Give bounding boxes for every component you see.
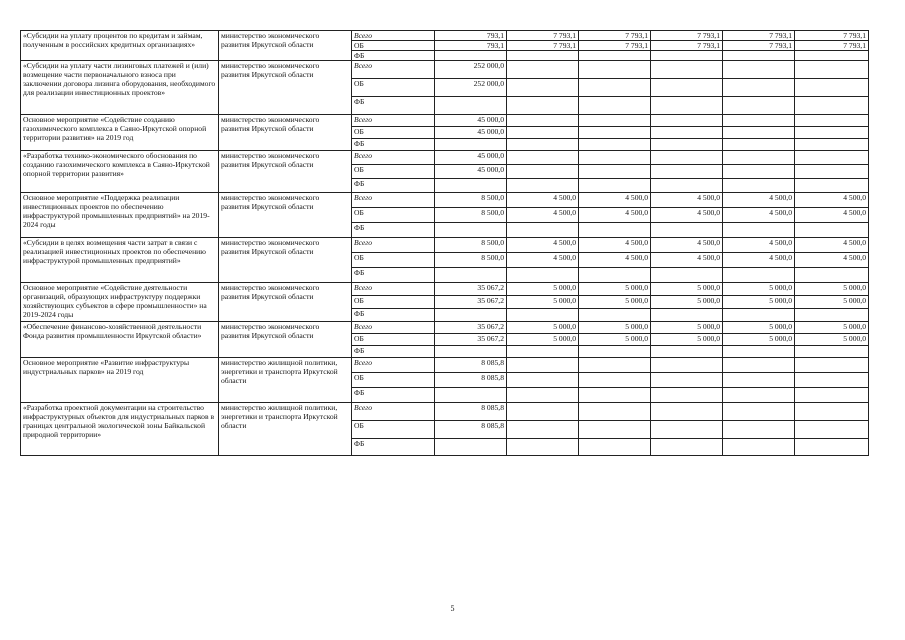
amount-cell bbox=[507, 151, 579, 165]
amount-cell bbox=[795, 268, 869, 283]
amount-cell: 45 000,0 bbox=[435, 115, 507, 127]
activity-name: «Субсидии в целях возмещения части затрат в связи с реализацией инвестиционных проектов по обеспечению инфраструктурой промышленных предприятий» bbox=[21, 238, 219, 283]
funding-source-label: ОБ bbox=[352, 165, 435, 179]
amount-cell: 4 500,0 bbox=[723, 208, 795, 223]
amount-cell bbox=[435, 223, 507, 238]
amount-cell bbox=[435, 179, 507, 193]
funding-source-label: Всего bbox=[352, 61, 435, 79]
amount-cell: 4 500,0 bbox=[579, 208, 651, 223]
amount-cell bbox=[579, 388, 651, 403]
table-row bbox=[21, 283, 869, 296]
amount-cell bbox=[507, 165, 579, 179]
table-row bbox=[21, 322, 869, 334]
amount-cell: 45 000,0 bbox=[435, 165, 507, 179]
amount-cell: 35 067,2 bbox=[435, 296, 507, 309]
amount-cell: 4 500,0 bbox=[579, 193, 651, 208]
funding-source-label: ФБ bbox=[352, 139, 435, 151]
amount-cell: 4 500,0 bbox=[651, 193, 723, 208]
funding-source-label: ФБ bbox=[352, 309, 435, 322]
funding-source-label: ФБ bbox=[352, 439, 435, 456]
funding-source-label: ФБ bbox=[352, 97, 435, 115]
amount-cell: 8 085,8 bbox=[435, 421, 507, 439]
amount-cell: 5 000,0 bbox=[507, 283, 579, 296]
executor-name: министерство жилищной политики, энергетики и транспорта Иркутской области bbox=[219, 358, 352, 403]
amount-cell bbox=[435, 309, 507, 322]
amount-cell bbox=[579, 403, 651, 421]
funding-source-label: ОБ bbox=[352, 127, 435, 139]
amount-cell: 4 500,0 bbox=[795, 208, 869, 223]
amount-cell: 5 000,0 bbox=[579, 296, 651, 309]
amount-cell: 8 085,8 bbox=[435, 373, 507, 388]
amount-cell bbox=[579, 139, 651, 151]
amount-cell bbox=[507, 179, 579, 193]
funding-source-label: ФБ bbox=[352, 51, 435, 61]
amount-cell bbox=[723, 439, 795, 456]
funding-source-label: ОБ bbox=[352, 296, 435, 309]
amount-cell bbox=[579, 439, 651, 456]
amount-cell bbox=[507, 127, 579, 139]
amount-cell bbox=[795, 61, 869, 79]
amount-cell bbox=[651, 373, 723, 388]
amount-cell: 5 000,0 bbox=[795, 296, 869, 309]
activity-name: Основное мероприятие «Содействие созданию газохимического комплекса в Саяно-Иркутской опорной территории развития» на 2019 год bbox=[21, 115, 219, 151]
amount-cell: 8 500,0 bbox=[435, 253, 507, 268]
amount-cell bbox=[795, 346, 869, 358]
amount-cell: 4 500,0 bbox=[507, 193, 579, 208]
amount-cell: 4 500,0 bbox=[579, 253, 651, 268]
amount-cell: 7 793,1 bbox=[507, 31, 579, 41]
amount-cell: 4 500,0 bbox=[723, 193, 795, 208]
amount-cell bbox=[507, 373, 579, 388]
amount-cell: 252 000,0 bbox=[435, 61, 507, 79]
page-number: 5 bbox=[450, 604, 455, 613]
amount-cell bbox=[795, 127, 869, 139]
amount-cell bbox=[579, 79, 651, 97]
amount-cell bbox=[651, 421, 723, 439]
amount-cell: 793,1 bbox=[435, 31, 507, 41]
table-row bbox=[21, 61, 869, 79]
amount-cell bbox=[507, 268, 579, 283]
amount-cell bbox=[579, 97, 651, 115]
funding-source-label: ОБ bbox=[352, 334, 435, 346]
executor-name: министерство экономического развития Иркутской области bbox=[219, 238, 352, 283]
amount-cell: 4 500,0 bbox=[507, 253, 579, 268]
amount-cell: 5 000,0 bbox=[579, 334, 651, 346]
amount-cell bbox=[795, 223, 869, 238]
amount-cell bbox=[507, 61, 579, 79]
amount-cell: 4 500,0 bbox=[651, 208, 723, 223]
amount-cell: 793,1 bbox=[435, 41, 507, 51]
amount-cell: 5 000,0 bbox=[579, 283, 651, 296]
amount-cell: 7 793,1 bbox=[651, 41, 723, 51]
amount-cell bbox=[507, 223, 579, 238]
amount-cell bbox=[507, 115, 579, 127]
amount-cell bbox=[723, 403, 795, 421]
amount-cell bbox=[723, 373, 795, 388]
executor-name: министерство экономического развития Иркутской области bbox=[219, 61, 352, 115]
funding-source-label: Всего bbox=[352, 238, 435, 253]
table-row bbox=[21, 193, 869, 208]
table-row bbox=[21, 358, 869, 373]
funding-source-label: Всего bbox=[352, 403, 435, 421]
activity-name: Основное мероприятие «Развитие инфраструктуры индустриальных парков» на 2019 год bbox=[21, 358, 219, 403]
amount-cell bbox=[723, 346, 795, 358]
funding-source-label: Всего bbox=[352, 31, 435, 41]
amount-cell bbox=[435, 268, 507, 283]
funding-source-label: Всего bbox=[352, 358, 435, 373]
amount-cell: 5 000,0 bbox=[723, 334, 795, 346]
executor-name: министерство жилищной политики, энергетики и транспорта Иркутской области bbox=[219, 403, 352, 456]
amount-cell: 4 500,0 bbox=[507, 208, 579, 223]
amount-cell: 5 000,0 bbox=[723, 283, 795, 296]
amount-cell bbox=[723, 421, 795, 439]
amount-cell bbox=[651, 268, 723, 283]
amount-cell bbox=[651, 346, 723, 358]
amount-cell bbox=[651, 79, 723, 97]
amount-cell: 8 500,0 bbox=[435, 208, 507, 223]
amount-cell: 4 500,0 bbox=[795, 253, 869, 268]
amount-cell bbox=[795, 309, 869, 322]
table-row bbox=[21, 115, 869, 127]
amount-cell bbox=[651, 139, 723, 151]
amount-cell bbox=[579, 358, 651, 373]
amount-cell bbox=[795, 115, 869, 127]
amount-cell bbox=[651, 61, 723, 79]
activity-name: Основное мероприятие «Поддержка реализации инвестиционных проектов по обеспечению инфраструктурой промышленных предприятий» на 2019-2024 годы bbox=[21, 193, 219, 238]
funding-source-label: ОБ bbox=[352, 79, 435, 97]
amount-cell: 5 000,0 bbox=[651, 334, 723, 346]
activity-name: «Субсидии на уплату процентов по кредитам и займам, полученным в российских кредитных организациях» bbox=[21, 31, 219, 61]
amount-cell bbox=[507, 421, 579, 439]
funding-source-label: ОБ bbox=[352, 253, 435, 268]
activity-name: «Разработка технико-экономического обоснования по созданию газохимического комплекса в Саяно-Иркутской опорной территории развития» bbox=[21, 151, 219, 193]
amount-cell bbox=[651, 179, 723, 193]
amount-cell: 5 000,0 bbox=[723, 296, 795, 309]
funding-source-label: ОБ bbox=[352, 208, 435, 223]
amount-cell: 4 500,0 bbox=[723, 238, 795, 253]
amount-cell bbox=[795, 79, 869, 97]
amount-cell bbox=[795, 51, 869, 61]
amount-cell bbox=[579, 51, 651, 61]
amount-cell bbox=[723, 179, 795, 193]
amount-cell bbox=[579, 268, 651, 283]
amount-cell: 7 793,1 bbox=[507, 41, 579, 51]
amount-cell bbox=[579, 346, 651, 358]
amount-cell bbox=[507, 439, 579, 456]
amount-cell bbox=[507, 97, 579, 115]
amount-cell bbox=[723, 358, 795, 373]
amount-cell: 5 000,0 bbox=[795, 283, 869, 296]
executor-name: министерство экономического развития Иркутской области bbox=[219, 31, 352, 61]
executor-name: министерство экономического развития Иркутской области bbox=[219, 193, 352, 238]
amount-cell: 252 000,0 bbox=[435, 79, 507, 97]
executor-name: министерство экономического развития Иркутской области bbox=[219, 151, 352, 193]
activity-name: «Обеспечение финансово-хозяйственной деятельности Фонда развития промышленности Иркутской области» bbox=[21, 322, 219, 358]
amount-cell bbox=[435, 139, 507, 151]
amount-cell bbox=[651, 223, 723, 238]
amount-cell bbox=[651, 115, 723, 127]
amount-cell bbox=[795, 97, 869, 115]
executor-name: министерство экономического развития Иркутской области bbox=[219, 115, 352, 151]
amount-cell bbox=[723, 388, 795, 403]
table-row bbox=[21, 151, 869, 165]
amount-cell bbox=[723, 97, 795, 115]
amount-cell bbox=[579, 179, 651, 193]
amount-cell: 8 500,0 bbox=[435, 238, 507, 253]
amount-cell bbox=[651, 439, 723, 456]
amount-cell bbox=[579, 373, 651, 388]
amount-cell bbox=[507, 403, 579, 421]
amount-cell: 45 000,0 bbox=[435, 151, 507, 165]
amount-cell bbox=[651, 403, 723, 421]
table-row bbox=[21, 238, 869, 253]
amount-cell bbox=[651, 127, 723, 139]
amount-cell bbox=[723, 223, 795, 238]
funding-source-label: Всего bbox=[352, 322, 435, 334]
amount-cell bbox=[651, 358, 723, 373]
amount-cell bbox=[651, 388, 723, 403]
amount-cell: 7 793,1 bbox=[723, 41, 795, 51]
amount-cell bbox=[795, 421, 869, 439]
funding-source-label: Всего bbox=[352, 151, 435, 165]
funding-source-label: ФБ bbox=[352, 388, 435, 403]
funding-source-label: ОБ bbox=[352, 373, 435, 388]
amount-cell: 7 793,1 bbox=[795, 41, 869, 51]
amount-cell: 35 067,2 bbox=[435, 334, 507, 346]
amount-cell bbox=[579, 115, 651, 127]
activity-name: «Субсидии на уплату части лизинговых платежей и (или) возмещение части первоначального взноса при заключении договора лизинга оборудования, необходимого для реализации инвестиционных проектов» bbox=[21, 61, 219, 115]
amount-cell bbox=[579, 165, 651, 179]
amount-cell: 7 793,1 bbox=[579, 31, 651, 41]
amount-cell: 5 000,0 bbox=[507, 296, 579, 309]
funding-source-label: Всего bbox=[352, 283, 435, 296]
amount-cell bbox=[795, 179, 869, 193]
amount-cell bbox=[651, 165, 723, 179]
amount-cell bbox=[507, 358, 579, 373]
funding-source-label: ОБ bbox=[352, 41, 435, 51]
amount-cell bbox=[507, 388, 579, 403]
amount-cell bbox=[795, 165, 869, 179]
amount-cell bbox=[435, 439, 507, 456]
table-row bbox=[21, 31, 869, 41]
amount-cell: 7 793,1 bbox=[579, 41, 651, 51]
amount-cell bbox=[435, 388, 507, 403]
amount-cell bbox=[507, 346, 579, 358]
amount-cell: 35 067,2 bbox=[435, 322, 507, 334]
amount-cell: 4 500,0 bbox=[723, 253, 795, 268]
amount-cell bbox=[795, 358, 869, 373]
amount-cell bbox=[435, 97, 507, 115]
amount-cell: 4 500,0 bbox=[795, 238, 869, 253]
amount-cell: 8 085,8 bbox=[435, 358, 507, 373]
amount-cell: 5 000,0 bbox=[795, 322, 869, 334]
amount-cell bbox=[651, 51, 723, 61]
amount-cell bbox=[723, 61, 795, 79]
amount-cell: 5 000,0 bbox=[579, 322, 651, 334]
amount-cell bbox=[723, 127, 795, 139]
amount-cell bbox=[723, 51, 795, 61]
funding-source-label: Всего bbox=[352, 193, 435, 208]
amount-cell: 7 793,1 bbox=[723, 31, 795, 41]
funding-source-label: ФБ bbox=[352, 346, 435, 358]
amount-cell bbox=[795, 403, 869, 421]
amount-cell: 5 000,0 bbox=[507, 334, 579, 346]
amount-cell bbox=[507, 51, 579, 61]
amount-cell bbox=[723, 151, 795, 165]
amount-cell bbox=[723, 165, 795, 179]
amount-cell bbox=[579, 421, 651, 439]
amount-cell: 4 500,0 bbox=[795, 193, 869, 208]
amount-cell bbox=[723, 309, 795, 322]
amount-cell: 5 000,0 bbox=[723, 322, 795, 334]
amount-cell bbox=[723, 139, 795, 151]
funding-source-label: ОБ bbox=[352, 421, 435, 439]
amount-cell: 5 000,0 bbox=[651, 283, 723, 296]
amount-cell bbox=[723, 115, 795, 127]
amount-cell bbox=[651, 151, 723, 165]
amount-cell: 7 793,1 bbox=[795, 31, 869, 41]
budget-table bbox=[20, 30, 869, 456]
amount-cell: 5 000,0 bbox=[651, 322, 723, 334]
funding-source-label: ФБ bbox=[352, 179, 435, 193]
amount-cell bbox=[579, 309, 651, 322]
amount-cell bbox=[579, 127, 651, 139]
amount-cell bbox=[795, 439, 869, 456]
amount-cell: 7 793,1 bbox=[651, 31, 723, 41]
amount-cell bbox=[795, 373, 869, 388]
amount-cell: 8 085,8 bbox=[435, 403, 507, 421]
amount-cell bbox=[795, 139, 869, 151]
funding-source-label: Всего bbox=[352, 115, 435, 127]
amount-cell: 4 500,0 bbox=[579, 238, 651, 253]
amount-cell: 5 000,0 bbox=[795, 334, 869, 346]
amount-cell bbox=[651, 97, 723, 115]
amount-cell bbox=[435, 346, 507, 358]
amount-cell: 5 000,0 bbox=[507, 322, 579, 334]
table-row bbox=[21, 403, 869, 421]
amount-cell bbox=[579, 151, 651, 165]
amount-cell bbox=[579, 223, 651, 238]
amount-cell: 35 067,2 bbox=[435, 283, 507, 296]
amount-cell: 4 500,0 bbox=[651, 238, 723, 253]
amount-cell bbox=[579, 61, 651, 79]
amount-cell: 8 500,0 bbox=[435, 193, 507, 208]
activity-name: «Разработка проектной документации на строительство инфраструктурных объектов для индустриальных парков в границах центральной экологической зоны Байкальской природной территории» bbox=[21, 403, 219, 456]
funding-source-label: ФБ bbox=[352, 268, 435, 283]
amount-cell: 4 500,0 bbox=[651, 253, 723, 268]
amount-cell bbox=[435, 51, 507, 61]
amount-cell bbox=[795, 388, 869, 403]
amount-cell bbox=[651, 309, 723, 322]
amount-cell bbox=[507, 309, 579, 322]
amount-cell: 45 000,0 bbox=[435, 127, 507, 139]
executor-name: министерство экономического развития Иркутской области bbox=[219, 283, 352, 322]
executor-name: министерство экономического развития Иркутской области bbox=[219, 322, 352, 358]
amount-cell: 5 000,0 bbox=[651, 296, 723, 309]
amount-cell bbox=[795, 151, 869, 165]
amount-cell: 4 500,0 bbox=[507, 238, 579, 253]
funding-source-label: ФБ bbox=[352, 223, 435, 238]
activity-name: Основное мероприятие «Содействие деятельности организаций, образующих инфраструктуру поддержки хозяйствующих субъектов в сфере промышленности» на 2019-2024 годы bbox=[21, 283, 219, 322]
amount-cell bbox=[723, 268, 795, 283]
amount-cell bbox=[723, 79, 795, 97]
amount-cell bbox=[507, 139, 579, 151]
amount-cell bbox=[507, 79, 579, 97]
